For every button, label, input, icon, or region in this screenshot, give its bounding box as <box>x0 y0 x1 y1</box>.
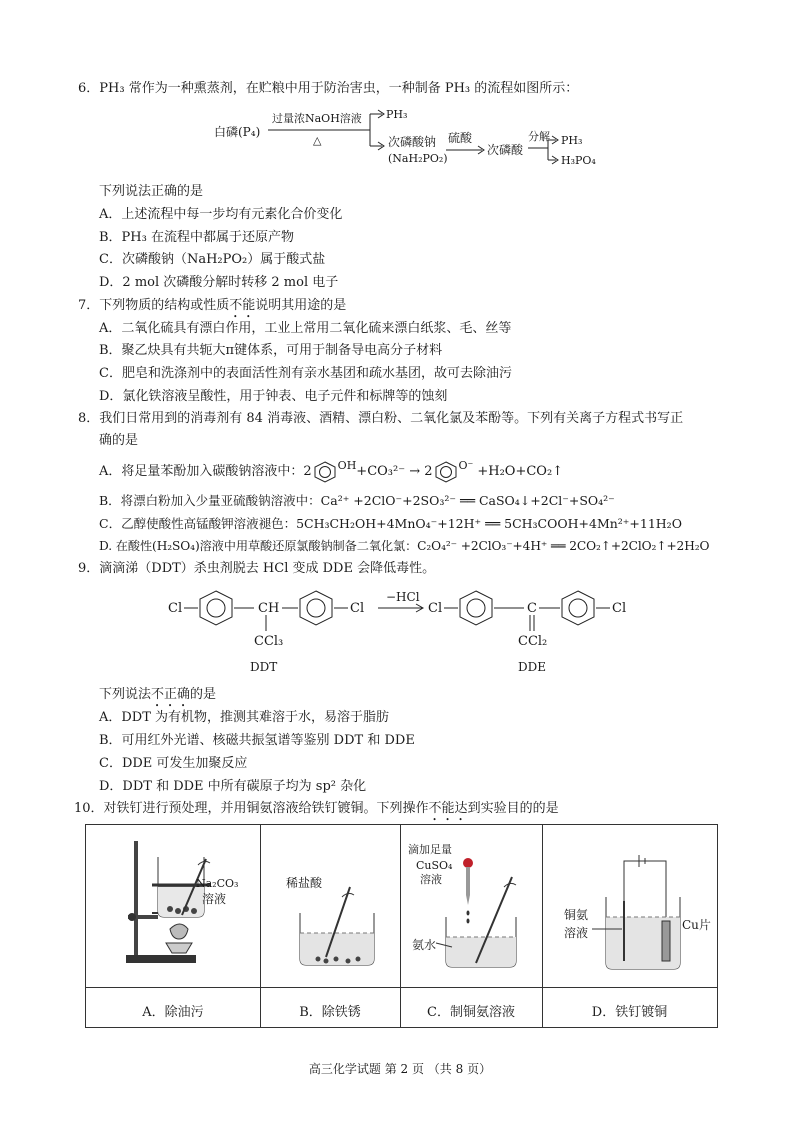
benzene-ring-icon <box>433 460 459 484</box>
q9-option-c: C．DDE 可发生加聚反应 <box>99 756 248 771</box>
q8-stem-line1: 8．我们日常用到的消毒剂有 84 消毒液、酒精、漂白粉、二氧化氯及苯酚等。下列有关离子方程式书写正 <box>78 411 684 426</box>
ddt-ccl3: CCl₃ <box>254 634 284 649</box>
q7-stem-pre: 7．下列物质的结构或性质 <box>78 298 230 313</box>
q8-option-a-text: A．将足量苯酚加入碳酸钠溶液中：2 <box>99 464 312 479</box>
q8-option-a-oh: OH <box>337 459 357 472</box>
q6-option-b: B．PH₃ 在流程中都属于还原产物 <box>99 230 294 245</box>
benzene-ring-icon <box>460 591 492 625</box>
caption-a: A．除油污 <box>142 1005 204 1020</box>
benzene-ring-icon <box>300 591 332 625</box>
dde-ccl2: CCl₂ <box>518 634 548 649</box>
apparatus-a-label2: 溶液 <box>202 892 227 906</box>
apparatus-c-label4: 氨水 <box>412 938 437 952</box>
q8-option-a-rest: +H₂O+CO₂↑ <box>477 464 564 479</box>
dde-cl-right: Cl <box>612 601 627 616</box>
apparatus-c-dropper <box>400 825 542 987</box>
q7-option-c: C．肥皂和洗涤剂中的表面活性剂有亲水基团和疏水基团，故可去除油污 <box>99 366 512 381</box>
dde-cl-left: Cl <box>428 601 443 616</box>
q8-stem-line2: 确的是 <box>99 433 139 448</box>
q9-ask-pre: 下列说法 <box>99 687 152 702</box>
q7-option-a: A．二氧化硫具有漂白作用，工业上常用二氧化硫来漂白纸浆、毛、丝等 <box>99 321 512 336</box>
q10-stem-pre: 10．对铁钉进行预处理，并用铜氨溶液给铁钉镀铜。下列操作 <box>74 801 429 816</box>
arrow-minus-hcl: −HCl <box>386 590 420 604</box>
q6-option-c: C．次磷酸钠（NaH₂PO₂）属于酸式盐 <box>99 252 326 267</box>
apparatus-d-label2: 溶液 <box>564 926 589 940</box>
dde-c: C <box>527 601 537 616</box>
caption-b: B．除铁锈 <box>299 1005 361 1020</box>
q7-stem-neg: 不能 <box>229 298 256 313</box>
q8-option-d: D. 在酸性(H₂SO₄)溶液中用草酸还原氯酸钠制备二氧化氯：C₂O₄²⁻ +2ClO₃⁻+4H⁺ ══ 2CO₂↑+2ClO₂↑+2H₂O <box>99 539 710 553</box>
apparatus-table <box>85 824 718 1028</box>
q9-stem: 9．滴滴涕（DDT）杀虫剂脱去 HCl 变成 DDE 会降低毒性。 <box>78 561 436 576</box>
q6-option-a: A．上述流程中每一步均有元素化合价变化 <box>99 207 343 222</box>
apparatus-b-label: 稀盐酸 <box>286 876 323 890</box>
q9-option-d: D．DDT 和 DDE 中所有碳原子均为 sp² 杂化 <box>99 779 367 794</box>
flow-heat: △ <box>313 134 322 147</box>
benzene-ring-icon <box>562 591 594 625</box>
q8-option-a <box>99 460 563 484</box>
apparatus-a-label1: Na₂CO₃ <box>196 877 239 890</box>
q9-ask-neg: 不正确 <box>151 687 191 702</box>
q6-stem: 6．PH₃ 常作为一种熏蒸剂，在贮粮中用于防治害虫，一种制备 PH₃ 的流程如图所示： <box>78 81 579 96</box>
caption-c: C．制铜氨溶液 <box>427 1005 515 1020</box>
flow-acid-reagent: 硫酸 <box>448 131 473 145</box>
flow-salt-name: 次磷酸钠 <box>388 135 437 149</box>
q9-ask <box>99 686 216 710</box>
q6-ask: 下列说法正确的是 <box>99 184 204 199</box>
q8-option-b: B．将漂白粉加入少量亚硫酸钠溶液中：Ca²⁺ +2ClO⁻+2SO₃²⁻ ══ CaSO₄↓+2Cl⁻+SO₄²⁻ <box>99 493 615 508</box>
dde-caption: DDE <box>518 660 547 674</box>
flow-reagent: 过量浓NaOH溶液 <box>272 112 362 125</box>
ddt-ch: CH <box>258 601 280 616</box>
q7-option-b: B．聚乙炔具有共轭大π键体系，可用于制备导电高分子材料 <box>99 343 443 358</box>
q10-stem <box>74 800 559 824</box>
apparatus-c-label3: 溶液 <box>420 873 442 886</box>
flow-acid: 次磷酸 <box>487 143 524 157</box>
flow-prod1: PH₃ <box>386 108 408 121</box>
q10-stem-neg: 不能达 <box>428 801 468 816</box>
flow-start: 白磷(P₄) <box>214 125 261 139</box>
q8-option-a-co3: +CO₃²⁻ → 2 <box>356 464 433 479</box>
flow-prod2: PH₃ <box>561 134 583 147</box>
benzene-ring-icon <box>312 460 338 484</box>
q7-stem <box>78 297 346 321</box>
q9-option-a: A．DDT 为有机物，推测其难溶于水，易溶于脂肪 <box>99 710 390 725</box>
ddt-caption: DDT <box>250 660 278 674</box>
apparatus-c-label1: 滴加足量 <box>408 843 452 856</box>
ddt-cl-left: Cl <box>168 601 183 616</box>
q8-option-a-o: O⁻ <box>458 459 474 472</box>
caption-d: D．铁钉镀铜 <box>591 1005 668 1020</box>
q6-option-d: D．2 mol 次磷酸分解时转移 2 mol 电子 <box>99 275 339 290</box>
q9-option-b: B．可用红外光谱、核磁共振氢谱等鉴别 DDT 和 DDE <box>99 733 415 748</box>
flow-prod3: H₃PO₄ <box>561 154 596 167</box>
q10-stem-post: 到实验目的的是 <box>467 801 559 816</box>
ddt-cl-right: Cl <box>350 601 365 616</box>
apparatus-b-acid <box>260 825 400 987</box>
apparatus-d-plating <box>542 825 717 987</box>
apparatus-d-label3: Cu片 <box>682 918 711 932</box>
benzene-ring-icon <box>200 591 232 625</box>
ddt-dde-reaction <box>150 585 650 677</box>
q6-flow-diagram <box>210 104 630 172</box>
apparatus-a-heating <box>86 825 260 987</box>
apparatus-c-label2: CuSO₄ <box>416 859 453 872</box>
flow-salt-formula: (NaH₂PO₂) <box>388 152 448 165</box>
apparatus-d-label1: 铜氨 <box>564 908 589 922</box>
q9-ask-post: 的是 <box>190 687 217 702</box>
q7-stem-post: 说明其用途的是 <box>255 298 347 313</box>
q7-option-d: D．氯化铁溶液呈酸性，用于钟表、电子元件和标牌等的蚀刻 <box>99 389 448 404</box>
page-footer: 高三化学试题 第 2 页 （共 8 页） <box>308 1062 492 1076</box>
flow-decomp: 分解 <box>528 130 550 143</box>
q8-option-c: C．乙醇使酸性高锰酸钾溶液褪色：5CH₃CH₂OH+4MnO₄⁻+12H⁺ ══ 5CH₃COOH+4Mn²⁺+11H₂O <box>99 516 682 531</box>
